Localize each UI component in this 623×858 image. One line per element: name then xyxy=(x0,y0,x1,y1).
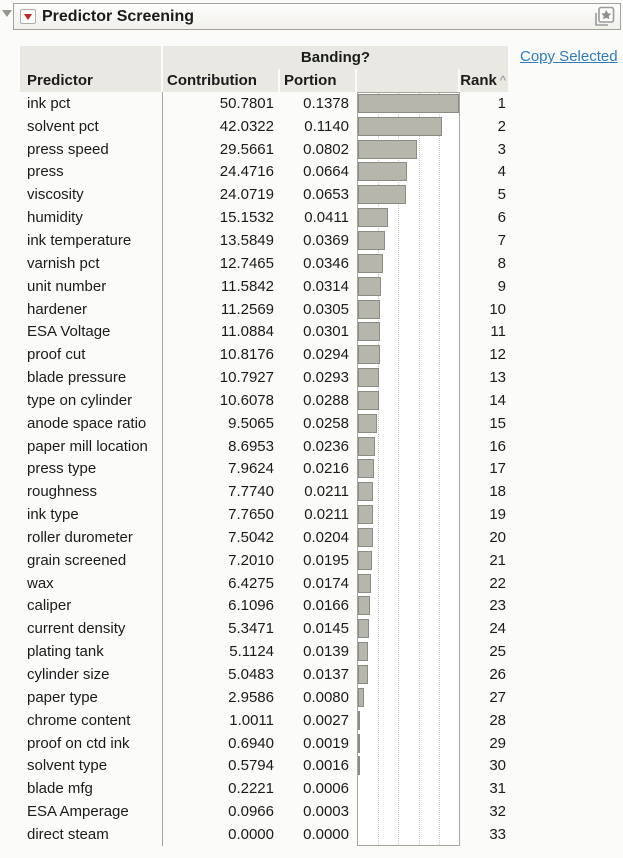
contribution-bar xyxy=(358,414,377,433)
contribution-bar-cell xyxy=(357,320,460,343)
table-row[interactable] xyxy=(20,92,510,115)
portion-cell: 0.0293 xyxy=(303,369,349,387)
predictor-cell: solvent type xyxy=(27,757,108,775)
table-row[interactable] xyxy=(20,435,510,458)
rank-cell: 16 xyxy=(489,437,506,455)
contribution-bar-cell xyxy=(357,229,460,252)
contribution-cell: 29.5661 xyxy=(219,140,274,158)
contribution-bar-cell xyxy=(357,595,460,618)
contribution-cell: 15.1532 xyxy=(219,209,274,227)
table-row[interactable] xyxy=(20,206,510,229)
portion-cell: 0.0019 xyxy=(303,734,349,752)
portion-cell: 0.0211 xyxy=(304,483,349,501)
predictor-cell: roller durometer xyxy=(27,528,133,546)
contribution-bar xyxy=(358,528,373,547)
predictor-cell: viscosity xyxy=(27,186,84,204)
contribution-bar xyxy=(358,437,375,456)
contribution-cell: 7.7740 xyxy=(228,483,274,501)
rank-cell: 20 xyxy=(489,528,506,546)
predictor-cell: ink temperature xyxy=(27,231,132,249)
portion-cell: 0.0802 xyxy=(303,140,349,158)
rank-cell: 17 xyxy=(489,460,506,478)
portion-cell: 0.0027 xyxy=(303,711,349,729)
rank-cell: 22 xyxy=(489,574,506,592)
portion-cell: 0.0305 xyxy=(303,300,349,318)
contribution-bar xyxy=(358,94,459,113)
rank-cell: 23 xyxy=(489,597,506,615)
table-row[interactable] xyxy=(20,275,510,298)
portion-cell: 0.0000 xyxy=(303,825,349,843)
predictor-cell: ESA Amperage xyxy=(27,803,129,821)
contribution-bar-cell xyxy=(357,275,460,298)
table-row[interactable] xyxy=(20,709,510,732)
contribution-cell: 42.0322 xyxy=(219,117,274,135)
contribution-cell: 12.7465 xyxy=(219,254,274,272)
predictor-cell: plating tank xyxy=(27,643,104,661)
rank-cell: 5 xyxy=(497,186,506,204)
portion-cell: 0.0003 xyxy=(303,803,349,821)
rank-cell: 18 xyxy=(489,483,506,501)
table-row[interactable] xyxy=(20,298,510,321)
contribution-bar-cell xyxy=(357,298,460,321)
copy-selected-link[interactable]: Copy Selected xyxy=(520,48,618,65)
rank-label: Rank xyxy=(460,72,497,89)
predictor-cell: wax xyxy=(27,574,54,592)
portion-cell: 0.0258 xyxy=(303,414,349,432)
portion-cell: 0.0411 xyxy=(304,209,349,227)
contribution-bar-cell xyxy=(357,458,460,481)
contribution-bar-cell xyxy=(357,526,460,549)
contribution-bar-cell xyxy=(357,800,460,823)
table-row[interactable] xyxy=(20,389,510,412)
table-row[interactable] xyxy=(20,366,510,389)
contribution-bar-cell xyxy=(357,115,460,138)
predictor-cell: grain screened xyxy=(27,551,127,569)
contribution-cell: 10.6078 xyxy=(219,391,274,409)
rank-cell: 3 xyxy=(497,140,506,158)
predictor-cell: hardener xyxy=(27,300,88,318)
contribution-bar-cell xyxy=(357,480,460,503)
rank-cell: 1 xyxy=(497,94,506,112)
column-header-predictor[interactable]: Predictor xyxy=(20,69,163,92)
rank-cell: 8 xyxy=(497,254,506,272)
predictor-cell: paper type xyxy=(27,688,98,706)
contribution-cell: 8.6953 xyxy=(228,437,274,455)
contribution-cell: 7.9624 xyxy=(228,460,274,478)
contribution-bar xyxy=(358,551,372,570)
table-row[interactable] xyxy=(20,161,510,184)
rank-cell: 26 xyxy=(489,666,506,684)
contribution-cell: 5.0483 xyxy=(228,666,274,684)
portion-cell: 0.1140 xyxy=(304,117,349,135)
contribution-cell: 9.5065 xyxy=(228,414,274,432)
contribution-bar-cell xyxy=(357,366,460,389)
table-row[interactable] xyxy=(20,480,510,503)
table-row[interactable] xyxy=(20,595,510,618)
rank-cell: 25 xyxy=(489,643,506,661)
red-triangle-icon xyxy=(24,14,32,20)
contribution-bar-cell xyxy=(357,206,460,229)
group-header-row xyxy=(20,46,510,69)
portion-cell: 0.0236 xyxy=(303,437,349,455)
rank-cell: 2 xyxy=(497,117,506,135)
contribution-bar-cell xyxy=(357,503,460,526)
predictor-cell: cylinder size xyxy=(27,666,110,684)
predictor-cell: paper mill location xyxy=(27,437,148,455)
portion-cell: 0.0216 xyxy=(303,460,349,478)
contribution-bar-cell xyxy=(357,709,460,732)
predictor-cell: solvent pct xyxy=(27,117,99,135)
column-header-contribution[interactable]: Contribution xyxy=(163,69,280,92)
predictor-cell: roughness xyxy=(27,483,98,501)
table-row[interactable] xyxy=(20,686,510,709)
contribution-cell: 0.6940 xyxy=(228,734,274,752)
contribution-bar xyxy=(358,208,388,227)
contribution-bar-cell xyxy=(357,435,460,458)
rank-cell: 32 xyxy=(489,803,506,821)
table-row[interactable] xyxy=(20,732,510,755)
rank-cell: 30 xyxy=(489,757,506,775)
predictor-cell: press xyxy=(27,163,64,181)
predictor-cell: caliper xyxy=(27,597,72,615)
table-row[interactable] xyxy=(20,412,510,435)
contribution-bar-cell xyxy=(357,572,460,595)
contribution-bar-cell xyxy=(357,823,460,846)
contribution-cell: 6.1096 xyxy=(228,597,274,615)
contribution-bar xyxy=(358,277,381,296)
contribution-cell: 11.5842 xyxy=(220,277,274,295)
table-row[interactable] xyxy=(20,617,510,640)
portion-cell: 0.0288 xyxy=(303,391,349,409)
contribution-bar xyxy=(358,505,373,524)
table-row[interactable] xyxy=(20,572,510,595)
contribution-bar xyxy=(358,642,368,661)
bookmark-star-icon[interactable] xyxy=(592,5,616,29)
portion-cell: 0.0314 xyxy=(303,277,349,295)
predictor-cell: chrome content xyxy=(27,711,131,729)
predictor-cell: unit number xyxy=(27,277,107,295)
predictor-cell: proof cut xyxy=(27,346,86,364)
portion-cell: 0.0369 xyxy=(303,231,349,249)
table-rows xyxy=(20,92,510,846)
predictor-cell: blade pressure xyxy=(27,369,127,387)
portion-cell: 0.0080 xyxy=(303,688,349,706)
contribution-cell: 5.3471 xyxy=(228,620,274,638)
portion-cell: 0.0137 xyxy=(303,666,349,684)
table-row[interactable] xyxy=(20,549,510,572)
contribution-bar-cell xyxy=(357,92,460,115)
predictor-cell: type on cylinder xyxy=(27,391,133,409)
portion-cell: 0.0301 xyxy=(303,323,349,341)
rank-cell: 27 xyxy=(489,688,506,706)
rank-cell: 28 xyxy=(489,711,506,729)
predictor-cell: press type xyxy=(27,460,97,478)
table-body xyxy=(20,92,510,846)
contribution-bar xyxy=(358,734,360,753)
predictor-cell: direct steam xyxy=(27,825,109,843)
contribution-cell: 2.9586 xyxy=(228,688,274,706)
predictor-cell: press speed xyxy=(27,140,109,158)
contribution-bar-cell xyxy=(357,549,460,572)
contribution-cell: 1.0011 xyxy=(229,711,274,729)
portion-cell: 0.0166 xyxy=(303,597,349,615)
contribution-bar xyxy=(358,391,379,410)
disclosure-triangle-icon[interactable] xyxy=(2,10,12,17)
portion-cell: 0.0174 xyxy=(303,574,349,592)
contribution-bar-cell xyxy=(357,640,460,663)
rank-cell: 14 xyxy=(489,391,506,409)
contribution-bar xyxy=(358,231,385,250)
contribution-cell: 0.0966 xyxy=(228,803,274,821)
contribution-cell: 7.7650 xyxy=(228,506,274,524)
table-row[interactable] xyxy=(20,320,510,343)
sort-ascending-icon: ^ xyxy=(499,73,506,88)
rank-cell: 24 xyxy=(489,620,506,638)
contribution-cell: 0.5794 xyxy=(228,757,274,775)
rank-cell: 10 xyxy=(489,300,506,318)
predictor-cell: ESA Voltage xyxy=(27,323,111,341)
predictor-cell: blade mfg xyxy=(27,780,93,798)
contribution-bar xyxy=(358,756,360,775)
rank-cell: 11 xyxy=(490,323,506,341)
contribution-bar-cell xyxy=(357,252,460,275)
contribution-cell: 6.4275 xyxy=(228,574,274,592)
rank-cell: 9 xyxy=(497,277,506,295)
column-header-rank[interactable] xyxy=(460,69,508,92)
rank-cell: 29 xyxy=(489,734,506,752)
page-title: Predictor Screening xyxy=(42,7,195,25)
contribution-bar xyxy=(358,711,360,730)
contribution-cell: 0.0000 xyxy=(228,825,274,843)
contribution-bar-cell xyxy=(357,138,460,161)
portion-cell: 0.0145 xyxy=(303,620,349,638)
contribution-bar-cell xyxy=(357,754,460,777)
rank-cell: 13 xyxy=(489,369,506,387)
contribution-cell: 0.2221 xyxy=(228,780,274,798)
rank-cell: 4 xyxy=(497,163,506,181)
rank-cell: 6 xyxy=(497,209,506,227)
table-row[interactable] xyxy=(20,754,510,777)
contribution-bar xyxy=(358,459,374,478)
table-row[interactable] xyxy=(20,640,510,663)
contribution-cell: 50.7801 xyxy=(219,94,274,112)
contribution-cell: 5.1124 xyxy=(229,643,274,661)
column-header-row xyxy=(20,69,510,92)
contribution-bar xyxy=(358,322,380,341)
table-row[interactable] xyxy=(20,663,510,686)
predictor-cell: varnish pct xyxy=(27,254,100,272)
contribution-bar-cell xyxy=(357,732,460,755)
contribution-bar xyxy=(358,665,368,684)
contribution-bar-cell xyxy=(357,412,460,435)
portion-cell: 0.0211 xyxy=(304,506,349,524)
table-row[interactable] xyxy=(20,777,510,800)
group-header-banding: Banding? xyxy=(163,46,508,69)
contribution-cell: 11.0884 xyxy=(220,323,274,341)
contribution-bar-cell xyxy=(357,617,460,640)
rank-cell: 19 xyxy=(489,506,506,524)
portion-cell: 0.0346 xyxy=(303,254,349,272)
contribution-cell: 24.4716 xyxy=(219,163,274,181)
contribution-cell: 13.5849 xyxy=(219,231,274,249)
contribution-bar-cell xyxy=(357,389,460,412)
contribution-bar xyxy=(358,688,364,707)
table-row[interactable] xyxy=(20,138,510,161)
table-row[interactable] xyxy=(20,343,510,366)
contribution-cell: 7.5042 xyxy=(228,528,274,546)
portion-cell: 0.0664 xyxy=(303,163,349,181)
contribution-cell: 10.8176 xyxy=(219,346,274,364)
group-header-empty-cell xyxy=(20,46,163,69)
contribution-bar-cell xyxy=(357,183,460,206)
predictor-cell: humidity xyxy=(27,209,83,227)
contribution-bar xyxy=(358,300,380,319)
contribution-bar-cell xyxy=(357,161,460,184)
contribution-bar xyxy=(358,345,380,364)
contribution-bar xyxy=(358,574,371,593)
rank-cell: 12 xyxy=(489,346,506,364)
contribution-bar xyxy=(358,185,406,204)
contribution-bar-cell xyxy=(357,686,460,709)
contribution-bar xyxy=(358,117,442,136)
contribution-bar xyxy=(358,368,379,387)
portion-cell: 0.0204 xyxy=(303,528,349,546)
portion-cell: 0.1378 xyxy=(303,94,349,112)
table-row[interactable] xyxy=(20,526,510,549)
contribution-bar xyxy=(358,140,417,159)
table-row[interactable] xyxy=(20,183,510,206)
contribution-bar xyxy=(358,482,373,501)
contribution-bar-cell xyxy=(357,663,460,686)
table-row[interactable] xyxy=(20,115,510,138)
column-header-portion[interactable]: Portion xyxy=(280,69,357,92)
rank-cell: 31 xyxy=(489,780,506,798)
portion-cell: 0.0016 xyxy=(303,757,349,775)
table-row[interactable] xyxy=(20,800,510,823)
predictor-cell: ink type xyxy=(27,506,79,524)
table-row[interactable] xyxy=(20,458,510,481)
table-row[interactable] xyxy=(20,823,510,846)
contribution-bar xyxy=(358,596,370,615)
contribution-cell: 11.2569 xyxy=(220,300,274,318)
predictor-screening-table xyxy=(20,46,510,846)
predictor-cell: anode space ratio xyxy=(27,414,147,432)
contribution-cell: 10.7927 xyxy=(219,369,274,387)
rank-cell: 7 xyxy=(497,231,506,249)
contribution-bar xyxy=(358,254,383,273)
portion-cell: 0.0195 xyxy=(303,551,349,569)
contribution-cell: 7.2010 xyxy=(228,551,274,569)
predictor-cell: current density xyxy=(27,620,126,638)
rank-cell: 15 xyxy=(489,414,506,432)
predictor-cell: proof on ctd ink xyxy=(27,734,130,752)
contribution-cell: 24.0719 xyxy=(219,186,274,204)
rank-cell: 33 xyxy=(489,825,506,843)
table-row[interactable] xyxy=(20,503,510,526)
rank-cell: 21 xyxy=(489,551,506,569)
red-triangle-menu-button[interactable] xyxy=(20,9,36,24)
contribution-bar-cell xyxy=(357,343,460,366)
table-row[interactable] xyxy=(20,252,510,275)
column-header-chart-spacer xyxy=(357,69,460,92)
contribution-bar-cell xyxy=(357,777,460,800)
portion-cell: 0.0653 xyxy=(303,186,349,204)
portion-cell: 0.0139 xyxy=(303,643,349,661)
predictor-cell: ink pct xyxy=(27,94,71,112)
report-title-bar xyxy=(13,3,621,30)
contribution-bar xyxy=(358,162,407,181)
table-row[interactable] xyxy=(20,229,510,252)
portion-cell: 0.0006 xyxy=(303,780,349,798)
contribution-bar xyxy=(358,619,369,638)
portion-cell: 0.0294 xyxy=(303,346,349,364)
